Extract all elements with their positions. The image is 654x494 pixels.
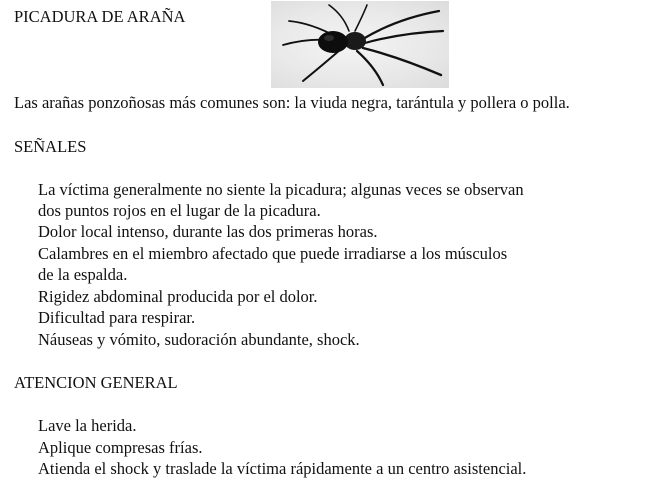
atencion-line: Atienda el shock y traslade la víctima rápidamente a un centro asistencial. (38, 459, 527, 478)
intro-paragraph: Las arañas ponzoñosas más comunes son: la viuda negra, tarántula y pollera o polla. (14, 93, 570, 112)
spider-photo (271, 1, 449, 88)
senales-line: Rigidez abdominal producida por el dolor. (38, 287, 318, 306)
senales-line: Calambres en el miembro afectado que puede irradiarse a los músculos (38, 244, 508, 263)
page-title: PICADURA DE ARAÑA (14, 7, 186, 26)
senales-line: de la espalda. (38, 265, 128, 284)
section-heading-senales: SEÑALES (14, 137, 87, 156)
senales-line: dos puntos rojos en el lugar de la picadura. (38, 201, 321, 220)
senales-line: Náuseas y vómito, sudoración abundante, shock. (38, 330, 360, 349)
atencion-line: Lave la herida. (38, 416, 137, 435)
senales-line: La víctima generalmente no siente la picadura; algunas veces se observan (38, 180, 524, 199)
senales-line: Dificultad para respirar. (38, 308, 196, 327)
section-heading-atencion: ATENCION GENERAL (14, 373, 178, 392)
spider-icon (271, 1, 449, 88)
atencion-line: Aplique compresas frías. (38, 438, 203, 457)
senales-line: Dolor local intenso, durante las dos primeras horas. (38, 222, 378, 241)
